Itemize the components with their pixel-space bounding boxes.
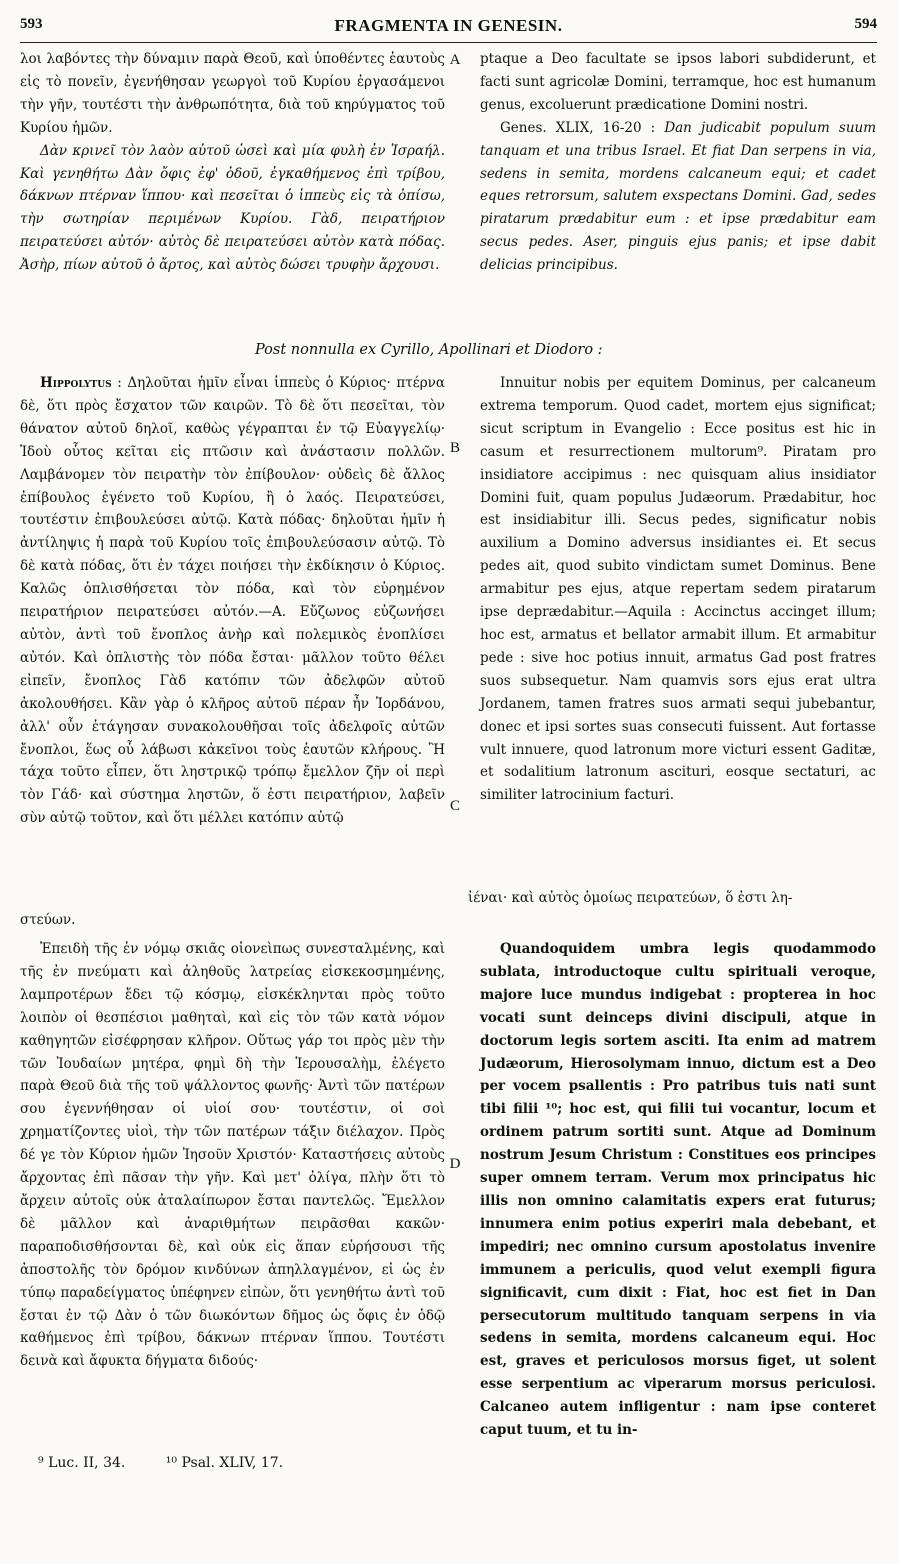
greek-paragraph-1: λοι λαβόντες τὴν δύναμιν παρὰ Θεοῦ, καὶ ὑποθέντες ἑαυτοὺς εἰς τὸ πονεῖν, ἐγενήθησαν γεωργοὶ τοῦ Κυρίου ἐργασάμενοι τὴν γῆν, τουτέστι τὴν ἀνθρωπότητα, διὰ τοῦ κηρύγματος τοῦ Κυρίου ἡμῶν.	[20, 51, 445, 136]
greek-scripture-quote: Δὰν κρινεῖ τὸν λαὸν αὐτοῦ ὡσεὶ καὶ μία φυλὴ ἐν Ἰσραήλ. Καὶ γενηθήτω Δὰν ὄφις ἐφ' ὁδοῦ, ἐγκαθήμενος ἐπὶ τρίβου, δάκνων πτέρναν ἵππου· καὶ πεσεῖται ὁ ἱππεὺς εἰς τὰ ὀπίσω, τὴν σωτηρίαν περιμένων Κυρίου. Γὰδ, πειρατήριον πειρατεύσει αὐτόν· αὐτὸς δὲ πειρατεύσει αὐτὸν κατὰ πόδας. Ἀσὴρ, πίων αὐτοῦ ὁ ἄρτος, καὶ αὐτὸς δώσει τρυφὴν ἄρχουσι.	[20, 142, 445, 274]
scripture-reference: Genes. XLIX, 16-20 :	[500, 119, 656, 136]
greek-hippolytus-paragraph	[20, 372, 445, 830]
latin-column-middle	[480, 372, 876, 807]
greek-column-top	[20, 48, 445, 277]
section-divider-caption: Post nonnulla ex Cyrillo, Apollinari et Diodoro :	[255, 342, 603, 358]
footnote-10: ¹⁰ Psal. XLIV, 17.	[165, 1455, 284, 1471]
margin-marker-d: D	[449, 1156, 461, 1172]
continuation-end: στεύων.	[20, 912, 76, 928]
latin-column-bottom	[480, 938, 876, 1442]
latin-column-top	[480, 48, 876, 277]
page-header	[20, 14, 877, 43]
greek-column-middle	[20, 372, 445, 830]
continuation-line: ἰέναι· καὶ αὐτὸς ὁμοίως πειρατεύων, ὅ ἐστι λη-	[468, 890, 793, 906]
latin-paragraph-1: ptaque a Deo facultate se ipsos labori subdiderunt, et facti sunt agricolæ Domini, terramque, hoc est humanum genus, excoluerunt prædicatione Domini nostri.	[480, 51, 876, 113]
greek-cyrillus-paragraph: Ἐπειδὴ τῆς ἐν νόμῳ σκιᾶς οἱονεὶπως συνεσταλμένης, καὶ τῆς ἐν πνεύματι καὶ ἀληθοῦς λατρείας εἰσκεκοσμημένης, λαμπροτέρων ἔδει τῷ κόσμῳ, εἰσκέκληνται πρὸς τοῦτο λοιπὸν οἱ θεσπέσιοι μαθηταὶ, καὶ εἰς τὸν τῶν κατὰ νόμον καθηγητῶν εἰσέφρησαν κλῆρον. Οὕτως γάρ τοι πρὸς μὲν τὴν τῶν Ἰουδαίων μητέρα, φημὶ δὴ τὴν Ἱερουσαλὴμ, ἐλέγετο παρὰ Θεοῦ διὰ τῆς τοῦ ψάλλοντος φωνῆς· Ἀντὶ τῶν πατέρων σου ἐγεννήθησαν οἱ υἱοί σου· τουτέστιν, οἱ σοὶ χρηματίζοντες υἱοὶ, τὴν τῶν πατέρων τάξιν διέλαχον. Πρὸς δέ γε τὸν Κύριον ἡμῶν Ἰησοῦν Χριστόν· Καταστήσεις αὐτοὺς ἄρχοντας ἐπὶ πᾶσαν τὴν γῆν. Καὶ μετ' ὀλίγα, πλὴν ὅτι τὸ ἄρχειν αὐτοῖς οὐκ ἀταλαίπωρον ἔσται παντελῶς. Ἔμελλον δὲ μᾶλλον καὶ ἀναριθμήτων πειρᾶσθαι κακῶν· παραποδισθήσονται δὲ, καὶ οὐκ εἰς ἅπαν εὑρήσουσι τῆς ἀποστολῆς τὸν δρόμον κινδύνων ἀπηλλαγμένον, εἰ ὡς ἐν τύπῳ παραδείγματος ὑπέφηνεν εἰπὼν, ὅτι γενηθήτω ἀντὶ τοῦ ἔσται ἐν τῷ Δὰν ὁ τῶν διωκόντων δῆμος ὡς ὄφις ἐν ὁδῷ καθήμενος ἐπὶ τρίβου, δάκνων πτέρναν ἵππου. Τουτέστι δεινὰ καὶ ἄφυκτα δήγματα διδούς·	[20, 941, 445, 1370]
margin-marker-a: A	[449, 52, 461, 68]
margin-marker-b: B	[449, 440, 460, 456]
latin-commentary-paragraph: Innuitur nobis per equitem Dominus, per calcaneum extrema temporum. Quod cadet, mortem ejus significat; sicut scriptum in Evangelio : Ecce positus est hic in casum et resurrectionem multorum⁹. Piratam pro insidiatore accipimus : nec quisquam alius insidiator Domini fuit, quam populus Judæorum. Prædabitur, hoc est insidiabitur illi. Secus pedes, significatur nobis auxilium a Domino adversus insidiantes ei. Et secus pedes ait, quod subito vindictam sumet Dominus. Bene armabitur pes ejus, atque repertam sedem piratarum ipse deprædabitur.—Aquila : Accinctus accinget illum; hoc est, armatus et bellator armabit illum. Et armabitur pede : sive hoc potius innuit, armatus Gad post fratres suos subsequetur. Nam quamvis sors ejus erat ultra Jordanem, tamen fratres suos armati sequi jubebantur, donec et ipsi sortes suas consecuti fuissent. Aut fortasse vult innuere, quod latronum more victuri essent Gaditæ, et sodalitium latronum ascituri, eosque sectaturi, ac similiter latrocinium facturi.	[480, 375, 876, 804]
margin-marker-c: C	[449, 798, 460, 814]
greek-column-bottom	[20, 938, 445, 1373]
footnote-9: ⁹ Luc. II, 34.	[38, 1455, 126, 1471]
page-number-left: 593	[20, 16, 43, 32]
latin-scripture-paragraph	[480, 117, 876, 277]
greek-hippolytus-text: : Δηλοῦται ἡμῖν εἶναι ἱππεὺς ὁ Κύριος· πτέρνα δὲ, ὅτι πρὸς ἔσχατον τῶν καιρῶν. Τὸ δὲ ὅτι πεσεῖται, τὸν θάνατον αὐτοῦ δηλοῖ, καθὼς γέγραπται ἐν τῷ Εὐαγγελίῳ· Ἰδοὺ οὗτος κεῖται εἰς πτῶσιν καὶ ἀνάστασιν πολλῶν. Λαμβάνομεν τὸν πειρατὴν τὸν ἐπίβουλον· οὐδεὶς δὲ ἄλλος ἐπίβουλος ἐγένετο τοῦ Κυρίου, ἢ ὁ λαός. Πειρατεύσει, τουτέστιν ἐπιβουλεύσει αὐτῷ. Κατὰ πόδας· δηλοῦται ἡμῖν ἡ ἀντίληψις ἡ παρὰ τοῦ Κυρίου τοῖς ἐπιβουλεύσασιν αὐτῷ. Τὸ δὲ κατὰ πόδας, ὅτι ἐν τάχει ποιήσει τὴν ἐκδίκησιν ὁ Κύριος. Καλῶς ὁπλισθήσεται τὸν πόδα, καὶ τὸν εὑρημένον πειρατήριον πειρατεύσει αὐτόν.—Α. Εὔζωνος εὐζωνήσει αὐτὸν, ἀντὶ τοῦ ἔνοπλος ἀνὴρ καὶ πολεμικὸς ἐνοπλίσει αὐτόν. Καὶ ὁπλιστὴς τὸν πόδα ἔσται· μᾶλλον τοῦτο θέλει εἰπεῖν, ἔνοπλος Γὰδ κατόπιν τῶν ἀδελφῶν αὐτοῦ ἀκολουθήσει. Κἂν γὰρ ὁ κλῆρος αὐτοῦ πέραν ἦν Ἰορδάνου, ἀλλ' οὖν ἐτάγησαν συνακολουθῆσαι τοῖς ἀδελφοῖς αὐτῶν ἔνοπλοι, ἕως οὗ λάβωσι κἀκεῖνοι τοὺς ἑαυτῶν κλήρους. Ἢ τάχα τοῦτο εἶπεν, ὅτι ληστρικῷ τρόπῳ ἔμελλον ζῆν οἱ περὶ τὸν Γάδ· καὶ σύστημα ληστῶν, ὅ ἐστι πειρατήριον, λαβεῖν σὺν αὐτῷ τοῦτον, καὶ ὅτι μέλλει κατόπιν αὐτῷ	[20, 375, 445, 827]
running-title: FRAGMENTA IN GENESIN.	[334, 16, 563, 35]
latin-cyrillus-paragraph: Quandoquidem umbra legis quodammodo sublata, introductoque cultu spirituali veroque, majore luce mundus indigebat : propterea in hoc vocati sunt deinceps divini discipuli, atque in doctorum legis sortem asciti. Ita enim ad matrem Judæorum, Hierosolymam innuo, dictum est a Deo per vocem psallentis : Pro patribus tuis nati sunt tibi filii ¹⁰; hoc est, qui filii tui vocantur, locum et ordinem patrum sortiti sunt. Atque ad Dominum nostrum Jesum Christum : Constitues eos principes super omnem terram. Verum mox principatus hic illis non omnino calamitatis expers erat futurus; innumera enim potius experiri mala debebant, et impediri; nec omnino cursum apostolatus invenire immunem a periculis, quod velut exempli figura significavit, cum dixit : Fiat, hoc est fiet in Dan persecutorum multitudo tanquam serpens in via sedens in semita, mordens calcaneum equi. Hoc est, graves et periculosos morsus figet, ut solent esse serpentium ac viperarum morsus periculosi. Calcaneo autem infligentur : nam ipse conteret caput tuum, et tu in-	[480, 941, 876, 1439]
page-number-right: 594	[854, 16, 877, 32]
latin-scripture-quote: Dan judicabit populum suum tanquam et una tribus Israel. Et fiat Dan serpens in via, sedens in semita, mordens calcaneum equi; et cadet eques retrorsum, salutem exspectans Domini. Gad, sedes piratarum prædabitur eum : et ipse prædabitur eam secus pedes. Aser, pinguis ejus panis; et ipse dabit delicias principibus.	[480, 119, 877, 274]
footnotes	[38, 1455, 319, 1471]
author-name: Hippolytus	[40, 375, 112, 391]
